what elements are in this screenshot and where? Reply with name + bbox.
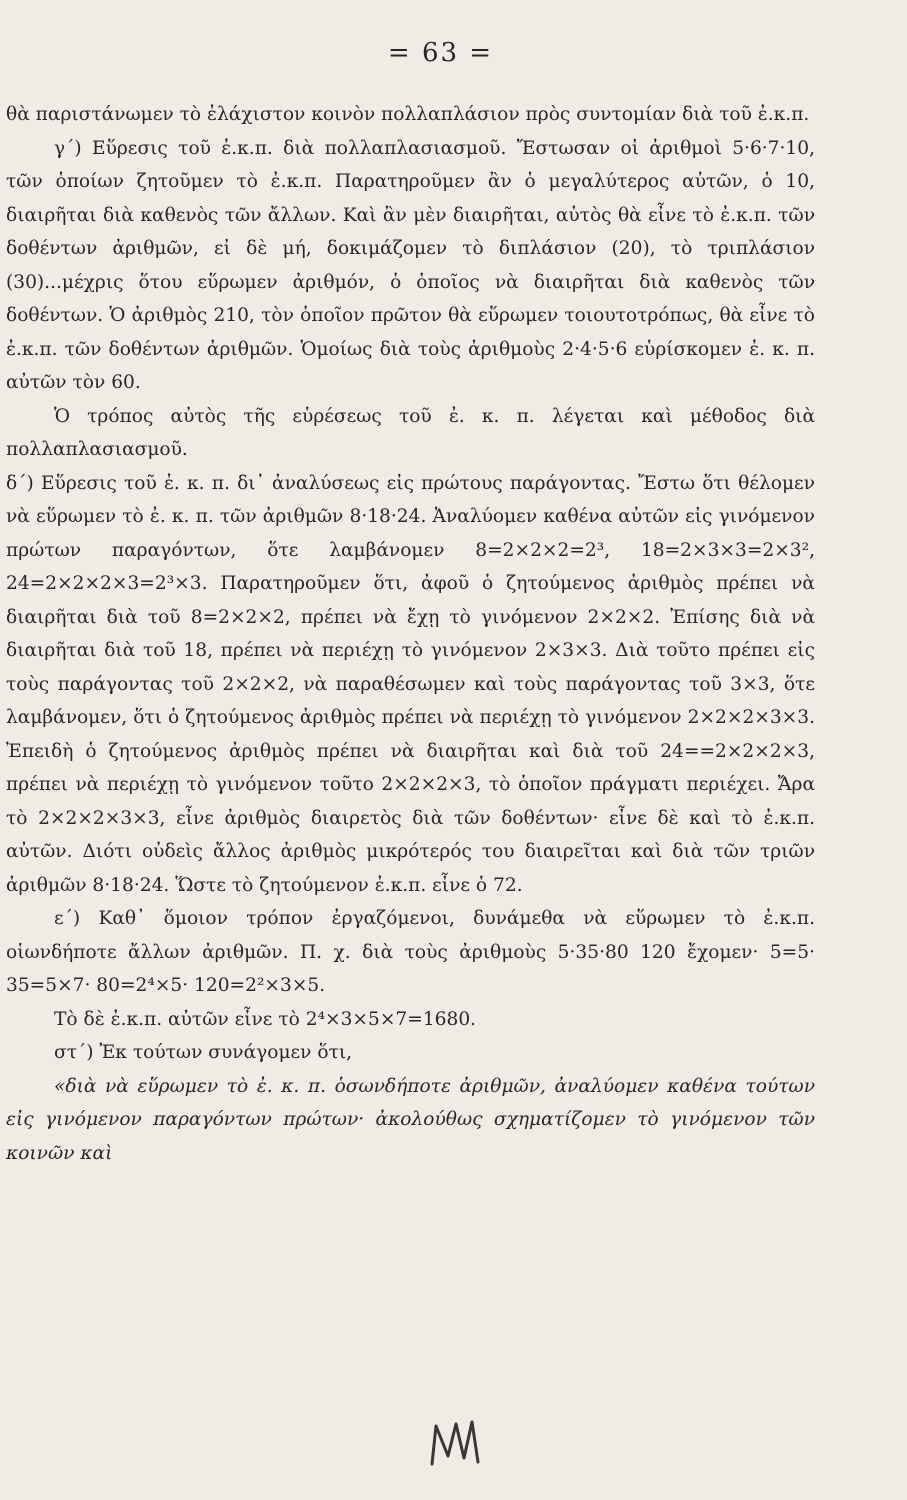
paragraph-section-gamma: γ΄) Εὕρεσις τοῦ ἐ.κ.π. διὰ πολλαπλασιασμοῦ. Ἔστωσαν οἱ ἀριθμοὶ 5·6·7·10, τῶν ὁποίων ζητοῦμεν τὸ ἐ.κ.π. Παρατηροῦμεν ἂν ὁ μεγαλύτερος αὐτῶν, ὁ 10, διαιρῆται διὰ καθενὸς τῶν ἄλλων. Καὶ ἂν μὲν διαιρῆται, αὐτὸς θὰ εἶνε τὸ ἐ.κ.π. τῶν δοθέντων ἀριθμῶν, εἰ δὲ μή, δοκιμάζομεν τὸ διπλάσιον (20), τὸ τριπλάσιον (30)...μέχρις ὅτου εὕρωμεν ἀριθμόν, ὁ ὁποῖος νὰ διαιρῆται διὰ καθενὸς τῶν δοθέντων. Ὁ ἀριθμὸς 210, τὸν ὁποῖον πρῶτον θὰ εὕρωμεν τοιουτοτρόπως, θὰ εἶνε τὸ ἐ.κ.π. τῶν δοθέντων ἀριθμῶν. Ὁμοίως διὰ τοὺς ἀριθμοὺς 2·4·5·6 εὑρίσκομεν ἐ. κ. π. αὐτῶν τὸν 60. bbox=[6, 137, 815, 393]
paragraph-intro: θὰ παριστάνωμεν τὸ ἐλάχιστον κοινὸν πολλαπλάσιον πρὸς συντομίαν διὰ τοῦ ἐ.κ.π. bbox=[6, 104, 810, 125]
paragraph-section-epsilon: ε΄) Καθ᾽ ὅμοιον τρόπον ἐργαζόμενοι, δυνάμεθα νὰ εὕρωμεν τὸ ἐ.κ.π. οἱωνδήποτε ἄλλων ἀριθμῶν. Π. χ. διὰ τοὺς ἀριθμοὺς 5·35·80 120 ἔχομεν· 5=5· 35=5×7· 80=2⁴×5· 120=2²×3×5. bbox=[6, 908, 815, 996]
paragraph-method-name: Ὁ τρόπος αὐτὸς τῆς εὑρέσεως τοῦ ἐ. κ. π. λέγεται καὶ μέθοδος διὰ πολλαπλασιασμοῦ. bbox=[6, 405, 815, 460]
handwritten-mark-icon bbox=[426, 1412, 486, 1472]
paragraph-section-stigma: στ΄) Ἐκ τούτων συνάγομεν ὅτι, bbox=[54, 1042, 353, 1063]
paragraph-lcm-result: Τὸ δὲ ἐ.κ.π. αὐτῶν εἶνε τὸ 2⁴×3×5×7=1680. bbox=[54, 1008, 477, 1030]
handwritten-mark bbox=[426, 1412, 486, 1472]
page-body bbox=[6, 98, 815, 1170]
paragraph-section-delta: δ΄) Εὕρεσις τοῦ ἐ. κ. π. δι᾽ ἀναλύσεως εἰς πρώτους παράγοντας. Ἔστω ὅτι θέλομεν νὰ εὕρωμεν τὸ ἐ. κ. π. τῶν ἀριθμῶν 8·18·24. Ἀναλύομεν καθένα αὐτῶν εἰς γινόμενον πρώτων παραγόντων, ὅτε λαμβάνομεν 8=2×2×2=2³, 18=2×3×3=2×3², 24=2×2×2×3=2³×3. Παρατηροῦμεν ὅτι, ἀφοῦ ὁ ζητούμενος ἀριθμὸς πρέπει νὰ διαιρῆται διὰ τοῦ 8=2×2×2, πρέπει νὰ ἔχῃ τὸ γινόμενον 2×2×2. Ἐπίσης διὰ νὰ διαιρῆται διὰ τοῦ 18, πρέπει νὰ περιέχῃ τὸ γινόμενον 2×3×3. Διὰ τοῦτο πρέπει εἰς τοὺς παράγοντας τοῦ 2×2×2, νὰ παραθέσωμεν καὶ τοὺς παράγοντας τοῦ 3×3, ὅτε λαμβάνομεν, ὅτι ὁ ζητούμενος ἀριθμὸς πρέπει νὰ περιέχῃ τὸ γινόμενον 2×2×2×3×3. Ἐπειδὴ ὁ ζητούμενος ἀριθμὸς πρέπει νὰ διαιρῆται καὶ διὰ τοῦ 24==2×2×2×3, πρέπει νὰ περιέχῃ τὸ γινόμενον τοῦτο 2×2×2×3, τὸ ὁποῖον πράγματι περιέχει. Ἄρα τὸ 2×2×2×3×3, εἶνε ἀριθμὸς διαιρετὸς διὰ τῶν δοθέντων· εἶνε δὲ καὶ τὸ ἐ.κ.π. αὐτῶν. Διότι οὐδεὶς ἄλλος ἀριθμὸς μικρότερός του διαιρεῖται καὶ διὰ τῶν τριῶν ἀριθμῶν 8·18·24. Ὥστε τὸ ζητούμενον ἐ.κ.π. εἶνε ὁ 72. bbox=[6, 472, 815, 896]
paragraph-rule: «διὰ νὰ εὕρωμεν τὸ ἐ. κ. π. ὁσωνδήποτε ἀριθμῶν, ἀναλύομεν καθένα τούτων εἰς γινόμενον παραγόντων πρώτων· ἀκολούθως σχηματίζομεν τὸ γινόμενον τῶν κοινῶν καὶ bbox=[6, 1075, 815, 1164]
page-number: = 63 = bbox=[387, 38, 494, 68]
